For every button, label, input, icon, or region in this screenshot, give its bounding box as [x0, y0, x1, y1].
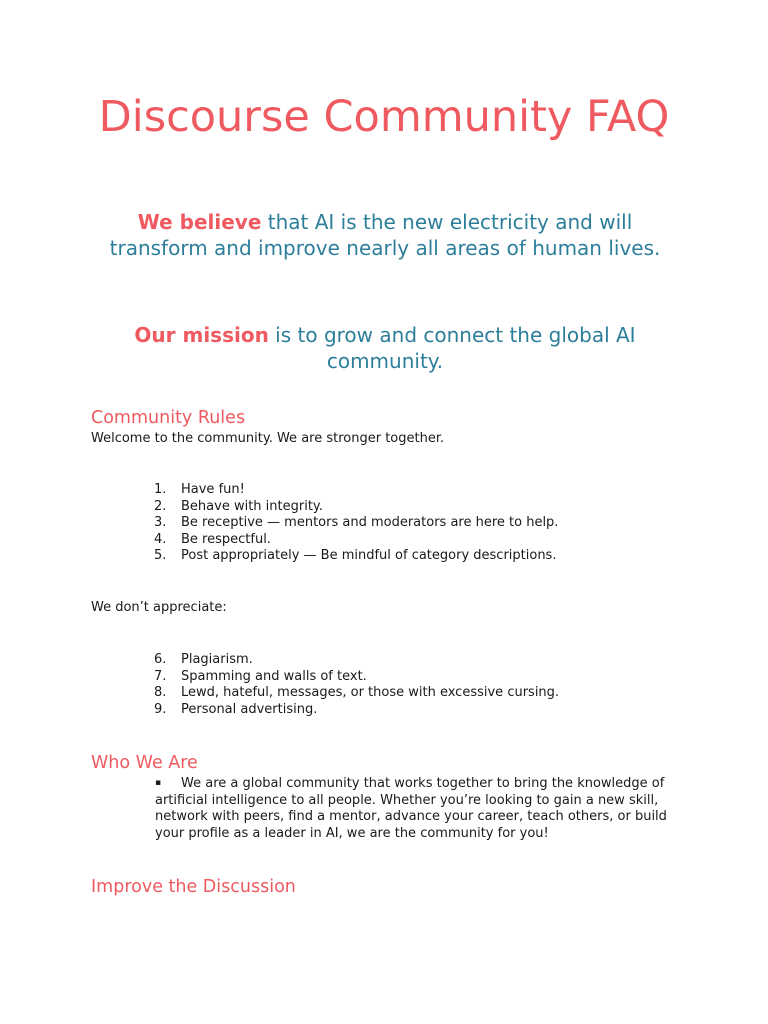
donts-list [0, 652, 559, 718]
belief-lead: We believe [137, 210, 262, 234]
list-item [0, 499, 558, 516]
list-text: Personal advertising. [181, 701, 318, 717]
list-text: Post appropriately — Be mindful of category descriptions. [181, 548, 557, 563]
who-we-are-text: We are a global community that works together to bring the knowledge of artificial intelligence to all people. Whether you’re looking to gain a new skill, network with peers, find a mentor, advance your career, teach others, or build your profile as a leader in AI, we are the community for you! [155, 776, 667, 841]
rules-list [0, 482, 558, 565]
list-item [0, 702, 559, 719]
list-text: Be receptive — mentors and moderators are here to help. [181, 515, 559, 530]
list-text: Plagiarism. [181, 652, 253, 667]
mission-lead: Our mission [134, 323, 269, 347]
list-text: Lewd, hateful, messages, or those with excessive cursing. [181, 685, 560, 700]
list-item [0, 515, 558, 532]
community-rules-heading: Community Rules [91, 408, 246, 428]
list-item [0, 548, 558, 565]
list-item [0, 685, 559, 702]
list-item [0, 482, 558, 499]
dont-appreciate-label: We don’t appreciate: [91, 600, 227, 615]
mission-statement [105, 322, 665, 374]
list-text: Have fun! [181, 482, 245, 497]
list-number: 9. [154, 701, 167, 717]
page-title: Discourse Community FAQ [98, 92, 670, 142]
list-item [0, 532, 558, 549]
improve-discussion-heading: Improve the Discussion [91, 877, 296, 897]
list-number: 4. [154, 531, 167, 547]
who-we-are-paragraph [155, 775, 685, 842]
list-number: 3. [154, 515, 167, 530]
list-item [0, 669, 559, 686]
list-number: 5. [154, 548, 167, 563]
list-number: 2. [154, 498, 167, 514]
belief-text: that AI is the new electricity and will transform and improve nearly all areas of human lives. [109, 210, 661, 260]
list-number: 6. [154, 652, 167, 667]
community-intro: Welcome to the community. We are stronger together. [91, 431, 445, 446]
list-text: Behave with integrity. [181, 498, 323, 514]
mission-text: is to grow and connect the global AI community. [268, 323, 636, 373]
list-number: 1. [154, 482, 167, 497]
list-text: Spamming and walls of text. [181, 668, 367, 684]
list-item [0, 652, 559, 669]
list-number: 8. [154, 685, 167, 700]
belief-statement [105, 209, 665, 261]
bullet-icon: ▪ [155, 778, 162, 788]
who-we-are-heading: Who We Are [91, 753, 198, 773]
list-number: 7. [154, 668, 167, 684]
list-text: Be respectful. [181, 531, 271, 547]
